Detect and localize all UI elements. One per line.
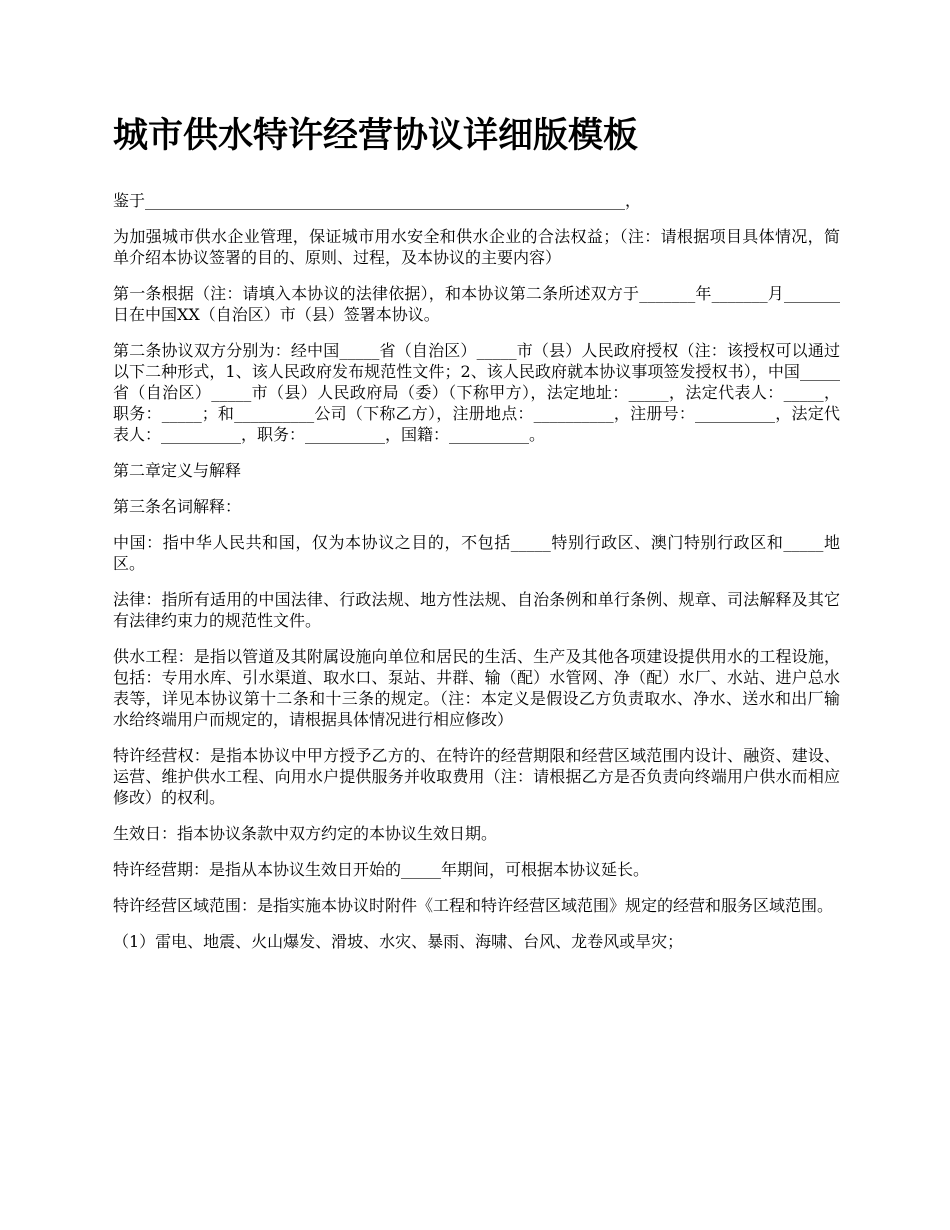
definition-china: 中国：指中华人民共和国，仅为本协议之目的，不包括_____特别行政区、澳门特别行政区和_____地区。 (113, 533, 840, 573)
paragraph-article-1: 第一条根据（注：请填入本协议的法律依据），和本协议第二条所述双方于_______年_______月_______日在中国XX（自治区）市（县）签署本协议。 (113, 284, 840, 324)
definition-franchise-area: 特许经营区域范围：是指实施本协议时附件《工程和特许经营区域范围》规定的经营和服务区域范围。 (113, 896, 834, 915)
paragraph-article-2: 第二条协议双方分别为：经中国_____省（自治区）_____市（县）人民政府授权（注：该授权可以通过以下二种形式，1、该人民政府发布规范性文件；2、该人民政府就本协议事项签发授权书），中国_____省（自治区）_____市（县）人民政府局（委）（下称甲方），法定地址：_____，法定代表人：_____，职务：_____；和__________公司（下称乙方），注册地点：__________，注册号：__________，法定代表人：__________，职务：__________，国籍：__________。 (113, 341, 840, 444)
list-item-natural-disasters: （1）雷电、地震、火山爆发、滑坡、水灾、暴雨、海啸、台风、龙卷风或旱灾； (113, 932, 684, 951)
document-title: 城市供水特许经营协议详细版模板 (113, 115, 639, 156)
definition-franchise-right: 特许经营权：是指本协议中甲方授予乙方的、在特许的经营期限和经营区域范围内设计、融资、建设、运营、维护供水工程、向用水户提供服务并收取费用（注：请根据乙方是否负责向终端用户供水而相应修改）的权利。 (113, 746, 840, 807)
definition-water-supply-project: 供水工程：是指以管道及其附属设施向单位和居民的生活、生产及其他各项建设提供用水的工程设施，包括：专用水库、引水渠道、取水口、泵站、井群、输（配）水管网、净（配）水厂、水站、进户总水表等，详见本协议第十二条和十三条的规定。（注：本定义是假设乙方负责取水、净水、送水和出厂输水给终端用户而规定的，请根据具体情况进行相应修改） (113, 647, 840, 729)
paragraph-whereas: 鉴于____________________________________________________________， (113, 191, 642, 210)
definition-effective-date: 生效日：指本协议条款中双方约定的本协议生效日期。 (113, 824, 498, 843)
document-page (113, 112, 840, 967)
definition-franchise-period: 特许经营期：是指从本协议生效日开始的_____年期间，可根据本协议延长。 (113, 860, 650, 879)
paragraph-article-3: 第三条名词解释： (113, 497, 242, 516)
definition-law: 法律：指所有适用的中国法律、行政法规、地方性法规、自治条例和单行条例、规章、司法解释及其它有法律约束力的规范性文件。 (113, 590, 840, 630)
paragraph-purpose: 为加强城市供水企业管理，保证城市用水安全和供水企业的合法权益；（注：请根据项目具体情况，简单介绍本协议签署的目的、原则、过程，及本协议的主要内容） (113, 227, 840, 267)
chapter-heading-definitions: 第二章定义与解释 (113, 461, 242, 480)
